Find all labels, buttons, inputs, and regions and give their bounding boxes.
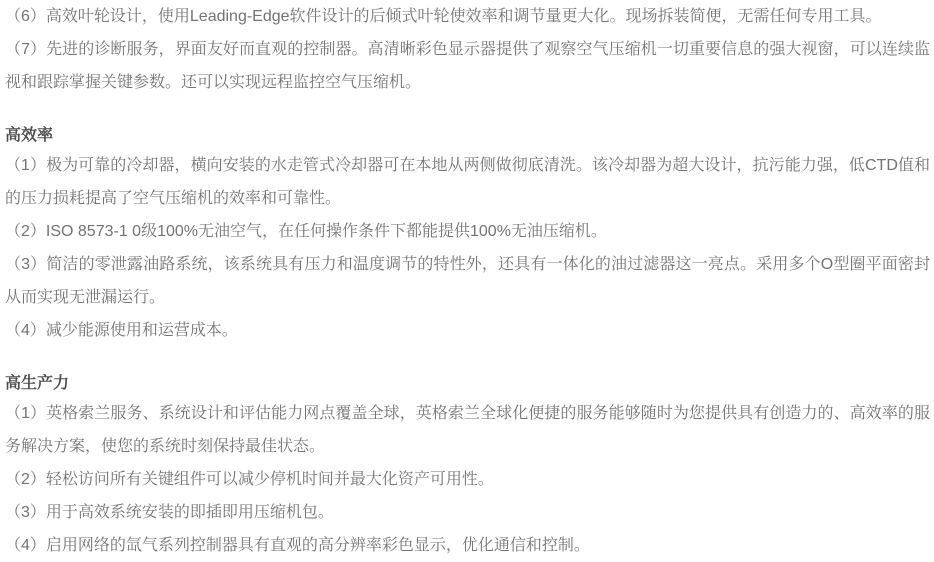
efficiency-item-3: （3）简洁的零泄露油路系统，该系统具有压力和温度调节的特性外，还具有一体化的油过滤器这一亮点。采用多个O型圈平面密封从而实现无泄漏运行。 [5, 256, 930, 306]
efficiency-item-1: （1）极为可靠的冷却器，横向安装的水走管式冷却器可在本地从两侧做彻底清洗。该冷却器为超大设计，抗污能力强，低CTD值和的压力损耗提高了空气压缩机的效率和可靠性。 [5, 157, 930, 207]
feature-paragraph-7: （7）先进的诊断服务，界面友好而直观的控制器。高清晰彩色显示器提供了观察空气压缩机一切重要信息的强大视窗，可以连续监视和跟踪掌握关键参数。还可以实现远程监控空气压缩机。 [5, 41, 930, 91]
productivity-item-4: （4）启用网络的氙气系列控制器具有直观的高分辨率彩色显示，优化通信和控制。 [5, 537, 590, 554]
efficiency-item-2: （2）ISO 8573-1 0级100%无油空气，在任何操作条件下都能提供100%无油压缩机。 [5, 223, 607, 240]
section-heading-high-productivity: 高生产力 [5, 375, 70, 392]
productivity-item-1: （1）英格索兰服务、系统设计和评估能力网点覆盖全球，英格索兰全球化便捷的服务能够随时为您提供具有创造力的、高效率的服务解决方案，使您的系统时刻保持最佳状态。 [5, 405, 930, 455]
section-heading-high-efficiency: 高效率 [5, 127, 54, 144]
productivity-item-2: （2）轻松访问所有关键组件可以减少停机时间并最大化资产可用性。 [5, 471, 494, 488]
productivity-item-3: （3）用于高效系统安装的即插即用压缩机包。 [5, 504, 334, 521]
efficiency-item-4: （4）减少能源使用和运营成本。 [5, 322, 238, 339]
feature-paragraph-6: （6）高效叶轮设计，使用Leading-Edge软件设计的后倾式叶轮使效率和调节量更大化。现场拆装简便，无需任何专用工具。 [5, 8, 882, 25]
